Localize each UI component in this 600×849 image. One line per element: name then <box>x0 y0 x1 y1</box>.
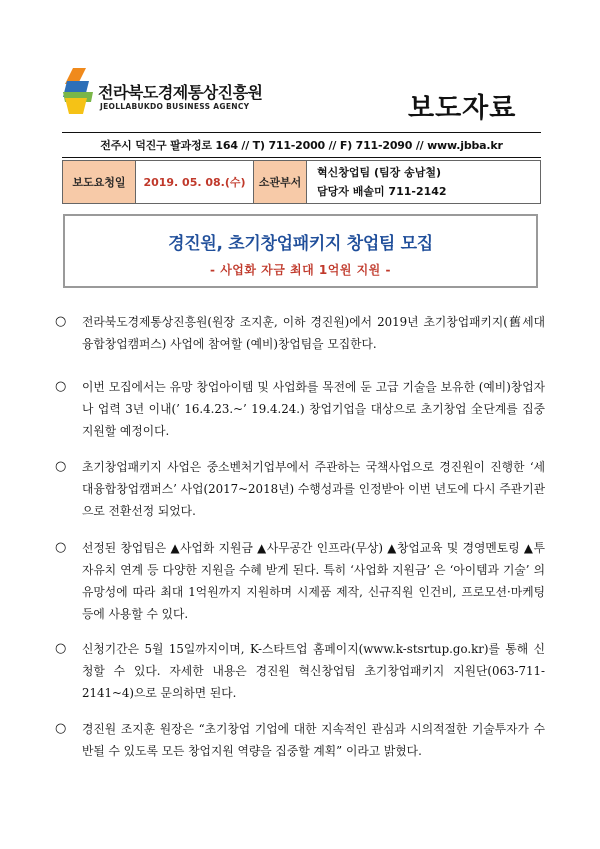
department-contact: 담당자 배솔미 711-2142 <box>317 185 447 198</box>
department-label: 소관부서 <box>254 161 307 204</box>
circle-bullet-icon: ○ <box>55 540 67 555</box>
headline-title: 경진원, 초기창업패키지 창업팀 모집 <box>168 234 433 254</box>
contact-line: 전주시 덕진구 팔과정로 164 // T) 711-2000 // F) 711-2090 // www.jbba.kr <box>100 139 503 152</box>
paragraph-text: 초기창업패키지 사업은 중소벤처기업부에서 주관하는 국책사업으로 경진원이 진행한 ‘세대융합창업캠퍼스’ 사업(2017~2018년) 수행성과를 인정받아 이번 년도에 다시 주관기관으로 전환선정 되었다. <box>82 460 545 518</box>
paragraph <box>55 456 545 522</box>
paragraph-text: 전라북도경제통상진흥원(원장 조지훈, 이하 경진원)에서 2019년 초기창업패키지(舊세대융합창업캠퍼스) 사업에 참여할 (예비)창업팀을 모집한다. <box>82 315 545 351</box>
headline-box <box>63 214 538 288</box>
paragraph-text: 경진원 조지훈 원장은 “초기창업 기업에 대한 지속적인 관심과 시의적절한 기술투자가 수반될 수 있도록 모든 창업지원 역량을 집중할 계획” 이라고 밝혔다. <box>82 722 545 758</box>
agency-logo-icon <box>63 68 99 114</box>
paragraph <box>55 718 545 762</box>
circle-bullet-icon: ○ <box>55 459 67 474</box>
circle-bullet-icon: ○ <box>55 314 67 329</box>
org-name: 전라북도경제통상진흥원 <box>98 83 263 102</box>
request-date-label: 보도요청일 <box>63 161 136 204</box>
paragraph-text: 신청기간은 5월 15일까지이며, K-스타트업 홈페이지(www.k-stsrtup.go.kr)를 통해 신청할 수 있다. 자세한 내용은 경진원 혁신창업팀 초기창업패키지 지원단(063-711-2141~4)으로 문의하면 된다. <box>82 642 545 700</box>
paragraph <box>55 376 545 442</box>
circle-bullet-icon: ○ <box>55 641 67 656</box>
paragraph <box>55 537 545 625</box>
info-table <box>62 160 541 204</box>
department-info <box>307 161 541 204</box>
paragraph-text: 이번 모집에서는 유망 창업아이템 및 사업화를 목전에 둔 고급 기술을 보유한 (예비)창업자나 업력 3년 이내(’ 16.4.23.~’ 19.4.24.) 창업기업을 대상으로 초기창업 全단계를 집중 지원할 예정이다. <box>82 380 545 438</box>
headline-subtitle: - 사업화 자금 최대 1억원 지원 - <box>210 263 391 277</box>
department-team: 혁신창업팀 (팀장 송남철) <box>317 166 441 179</box>
document-type-title: 보도자료 <box>408 93 517 124</box>
paragraph <box>55 638 545 704</box>
request-date-value: 2019. 05. 08.(수) <box>136 161 254 204</box>
paragraph <box>55 311 545 355</box>
circle-bullet-icon: ○ <box>55 379 67 394</box>
org-name-english: JEOLLABUKDO BUSINESS AGENCY <box>100 102 250 111</box>
contact-bar <box>62 132 541 158</box>
paragraph-text: 선정된 창업팀은 ▲사업화 지원금 ▲사무공간 인프라(무상) ▲창업교육 및 경영멘토링 ▲투자유치 연계 등 다양한 지원을 수혜 받게 된다. 특히 ‘사업화 지원금’ 은 ‘아이템과 기술’ 의 유망성에 따라 최대 1억원까지 지원하며 시제품 제작, 신규직원 인건비, 프로모션·마케팅 등에 사용할 수 있다. <box>82 541 545 621</box>
circle-bullet-icon: ○ <box>55 721 67 736</box>
